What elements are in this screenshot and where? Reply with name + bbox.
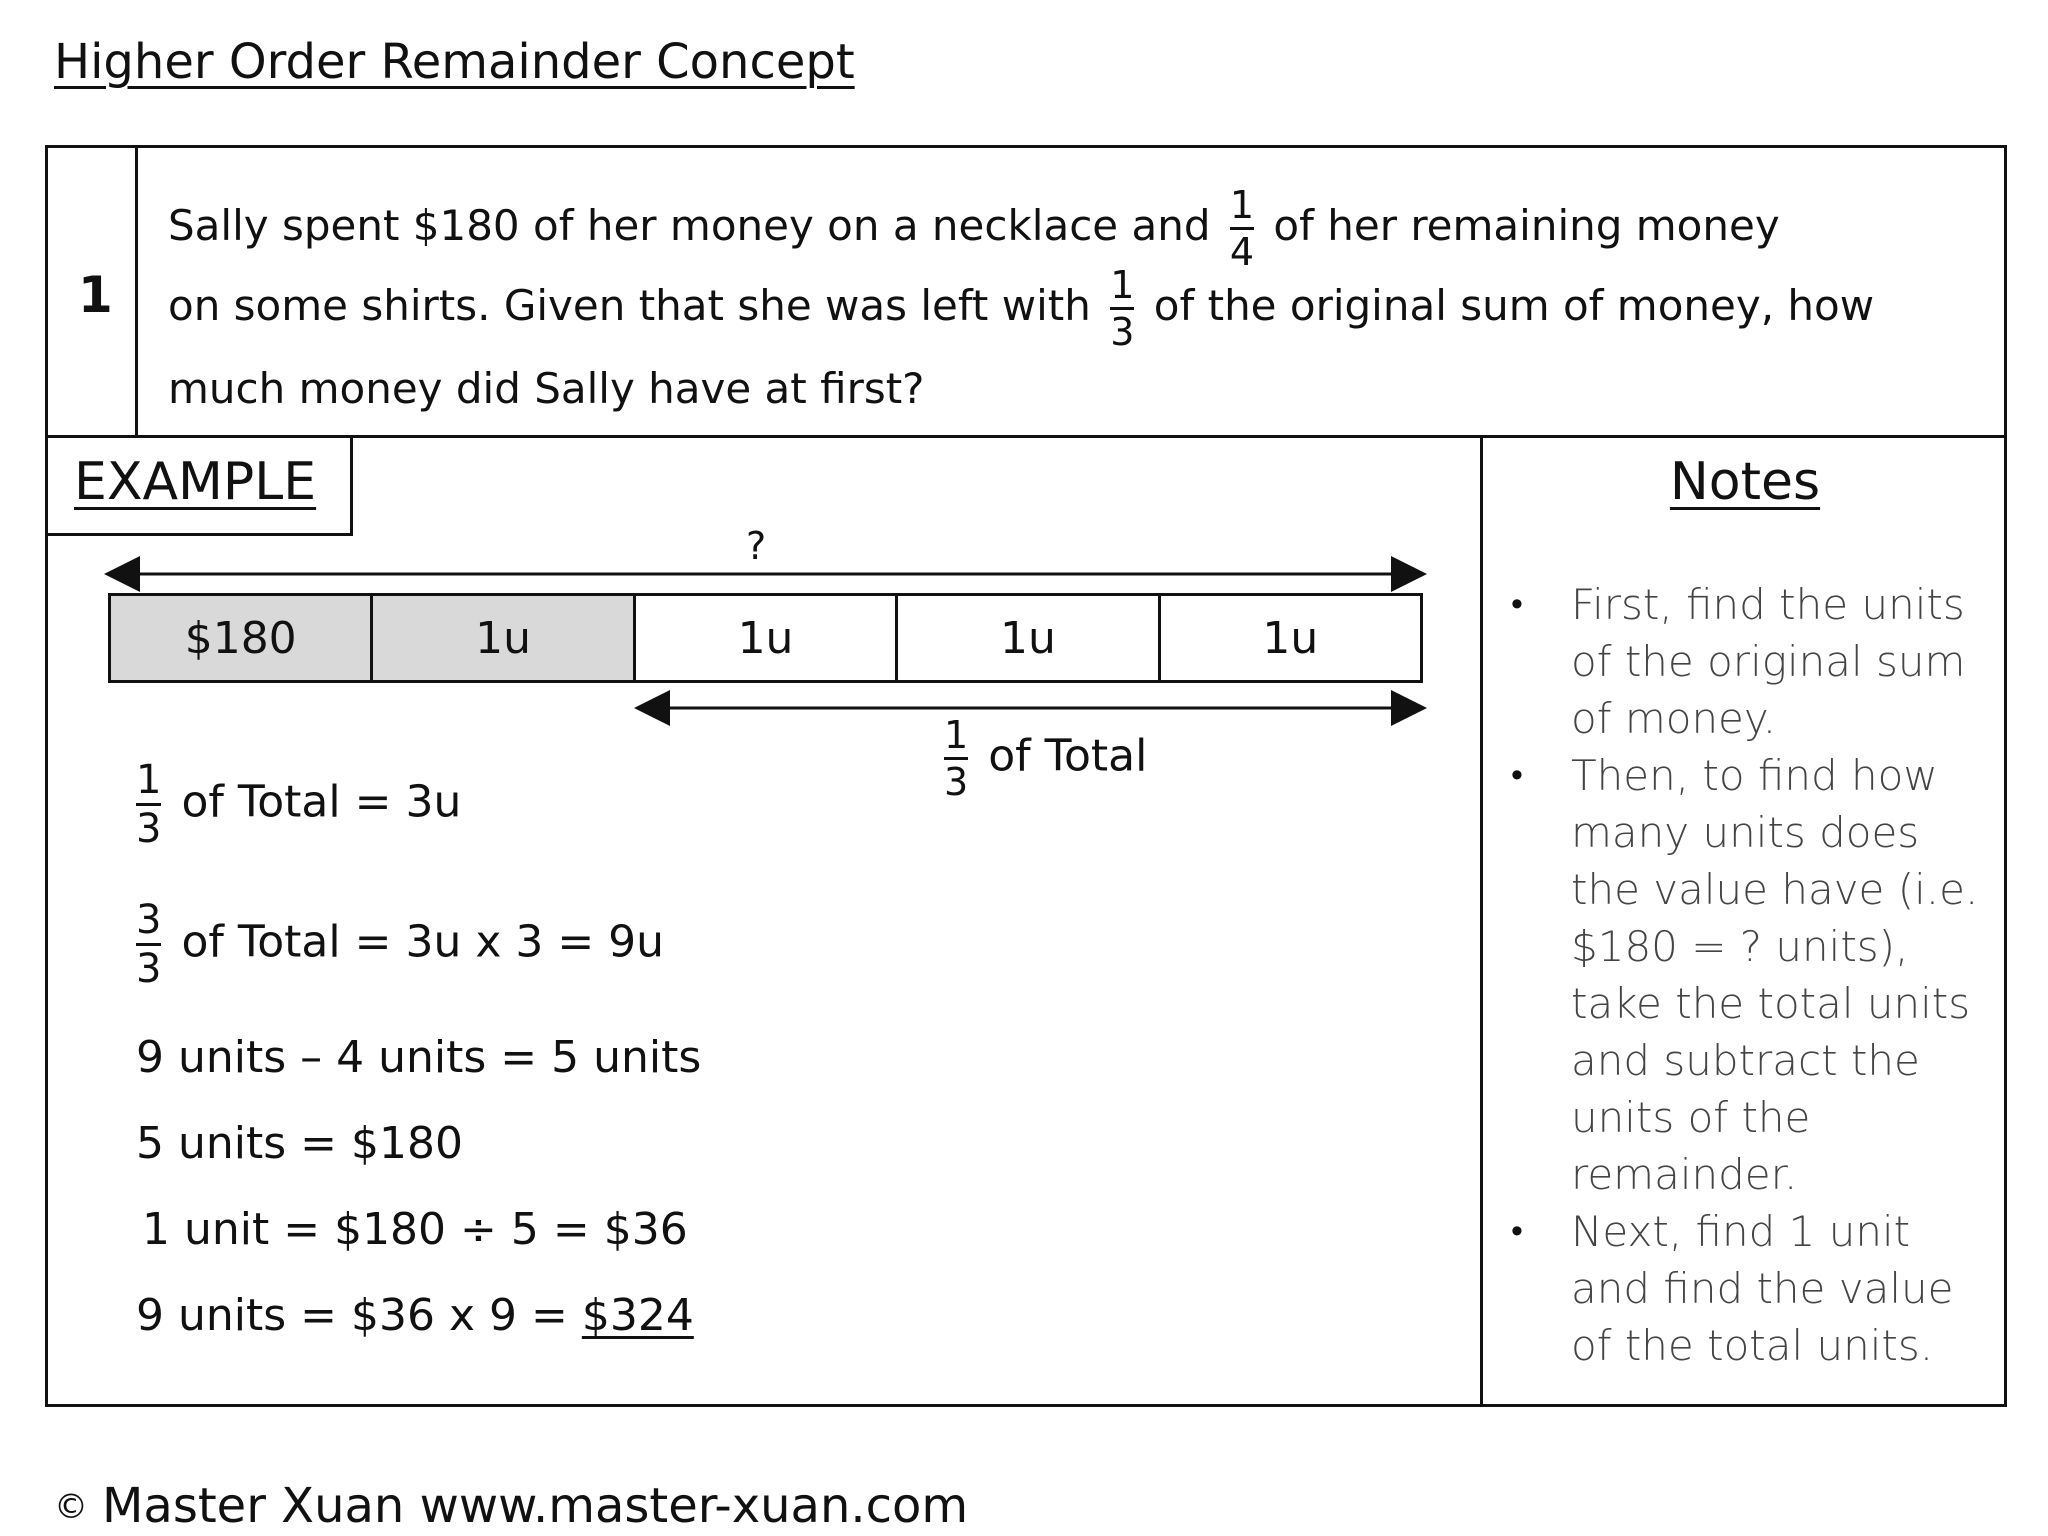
question-text: of her remaining money	[1273, 201, 1780, 250]
working-step-1: $\frac{1}{3}$ of Total = 3u	[136, 757, 462, 852]
list-item: • Then, to find how many units does the value have (i.e. $180 = ? units), take the total units and subtract the units of the remainder.	[1511, 751, 1979, 1199]
question-text: of the original sum of money, how	[1153, 281, 1875, 330]
bar-segment: 1u	[898, 596, 1160, 680]
copyright-icon: ©	[54, 1487, 88, 1527]
example-label: EXAMPLE	[74, 452, 317, 512]
question-line-3: much money did Sally have at first?	[168, 364, 925, 413]
working-step-3: 9 units – 4 units = 5 units	[136, 1032, 702, 1083]
fraction-one-third: $\frac{1}{3}$	[136, 757, 162, 852]
bar-model	[108, 593, 1423, 683]
notes-title: Notes	[1669, 452, 1821, 512]
final-answer: $324	[581, 1290, 694, 1341]
footer	[54, 1478, 968, 1534]
bar-segment: 1u	[1262, 612, 1319, 664]
remainder-label	[938, 713, 1148, 804]
total-unknown-label: ?	[746, 524, 767, 568]
page-title: Higher Order Remainder Concept	[54, 34, 855, 90]
fraction-one-quarter: $\frac{1}{4}$	[1229, 183, 1255, 274]
bar-segment: 1u	[373, 596, 635, 680]
working-step-4: 5 units = $180	[136, 1118, 463, 1169]
working-step-5: 1 unit = $180 ÷ 5 = $36	[142, 1204, 688, 1255]
notes-list	[1511, 576, 1991, 1374]
bar-segment: 1u	[636, 596, 898, 680]
question-text: on some shirts. Given that she was left with	[168, 281, 1091, 330]
list-item: • First, find the units of the original sum of money.	[1511, 580, 1966, 743]
question-number: 1	[78, 266, 113, 324]
remainder-text: of Total	[988, 730, 1148, 782]
fraction-one-third: $\frac{1}{3}$	[944, 713, 969, 804]
working-step-2: $\frac{3}{3}$ of Total = 3u x 3 = 9u	[136, 897, 665, 992]
bar-segment: $180	[111, 596, 373, 680]
question-text: Sally spent $180 of her money on a necklace and	[168, 201, 1211, 250]
fraction-one-third: $\frac{1}{3}$	[1110, 263, 1135, 354]
footer-text: Master Xuan www.master-xuan.com	[102, 1478, 969, 1534]
working-step-6: 9 units = $36 x 9 = $324	[136, 1290, 694, 1341]
fraction-three-thirds: $\frac{3}{3}$	[136, 897, 162, 992]
list-item: • Next, find 1 unit and find the value of the total units.	[1511, 1207, 1954, 1370]
notes-panel	[1480, 438, 2007, 1407]
worksheet	[45, 145, 2007, 1407]
